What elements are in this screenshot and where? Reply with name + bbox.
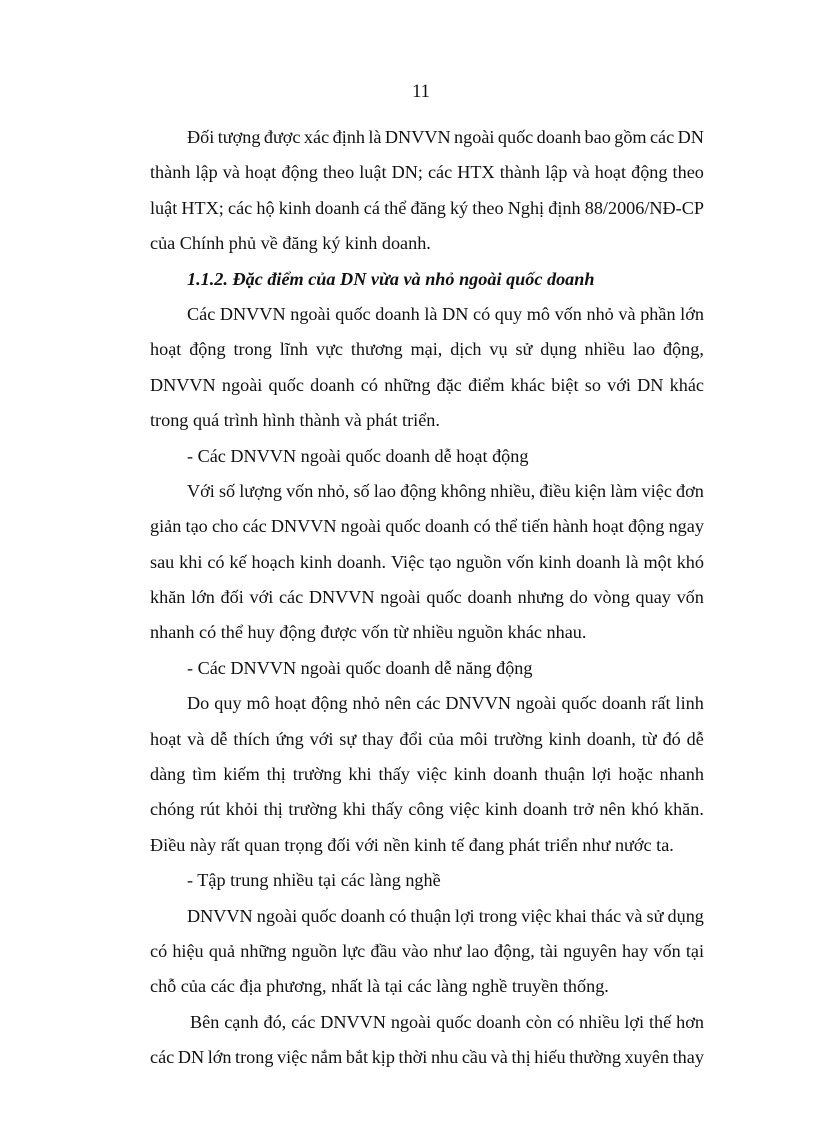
page-number: 11: [412, 82, 430, 102]
text-line: luật HTX; các hộ kinh doanh cá thể đăng ký theo Nghị định 88/2006/NĐ-CP: [150, 197, 704, 218]
text-line: chóng rút khỏi thị trường khi thấy công việc kinh doanh trở nên khó khăn.: [150, 799, 704, 820]
text-line: có hiệu quả những nguồn lực đầu vào như lao động, tài nguyên hay vốn tại: [150, 940, 704, 961]
text-line: khăn lớn đối với các DNVVN ngoài quốc doanh nhưng do vòng quay vốn: [150, 587, 704, 608]
text-line: hoạt và dễ thích ứng với sự thay đổi của môi trường kinh doanh, từ đó dễ: [150, 728, 704, 749]
text-line: giản tạo cho các DNVVN ngoài quốc doanh có thể tiến hành hoạt động ngay: [150, 516, 704, 537]
text-line: - Các DNVVN ngoài quốc doanh dễ năng động: [187, 657, 533, 678]
text-line: Do quy mô hoạt động nhỏ nên các DNVVN ngoài quốc doanh rất linh: [187, 693, 704, 714]
text-line: - Tập trung nhiều tại các làng nghề: [187, 870, 441, 891]
text-line: Bên cạnh đó, các DNVVN ngoài quốc doanh còn có nhiều lợi thế hơn: [190, 1011, 704, 1032]
section-heading: 1.1.2. Đặc điểm của DN vừa và nhỏ ngoài quốc doanh: [187, 268, 595, 289]
text-line: DNVVN ngoài quốc doanh có những đặc điểm khác biệt so với DN khác: [150, 374, 704, 395]
text-line: của Chính phủ về đăng ký kinh doanh.: [150, 233, 431, 254]
text-line: các DN lớn trong việc nắm bắt kịp thời nhu cầu và thị hiếu thường xuyên thay: [150, 1047, 704, 1068]
text-line: trong quá trình hình thành và phát triển.: [150, 410, 440, 431]
text-line: DNVVN ngoài quốc doanh có thuận lợi trong việc khai thác và sử dụng: [187, 905, 704, 926]
text-line: chỗ của các địa phương, nhất là tại các làng nghề truyền thống.: [150, 976, 609, 997]
text-line: nhanh có thể huy động được vốn từ nhiều nguồn khác nhau.: [150, 622, 587, 643]
text-line: Với số lượng vốn nhỏ, số lao động không nhiều, điều kiện làm việc đơn: [187, 480, 704, 501]
text-line: Đối tượng được xác định là DNVVN ngoài quốc doanh bao gồm các DN: [187, 127, 704, 147]
text-line: hoạt động trong lĩnh vực thương mại, dịch vụ sử dụng nhiều lao động,: [150, 339, 704, 360]
text-line: dàng tìm kiếm thị trường khi thấy việc kinh doanh thuận lợi hoặc nhanh: [150, 764, 704, 785]
body-text: [150, 120, 704, 1076]
text-line: sau khi có kế hoạch kinh doanh. Việc tạo nguồn vốn kinh doanh là một khó: [150, 551, 704, 572]
text-line: Các DNVVN ngoài quốc doanh là DN có quy mô vốn nhỏ và phần lớn: [187, 303, 704, 324]
text-line: thành lập và hoạt động theo luật DN; các HTX thành lập và hoạt động theo: [150, 162, 704, 183]
text-line: Điều này rất quan trọng đối với nền kinh tế đang phát triển như nước ta.: [150, 834, 674, 855]
text-line: - Các DNVVN ngoài quốc doanh dễ hoạt động: [187, 445, 529, 466]
